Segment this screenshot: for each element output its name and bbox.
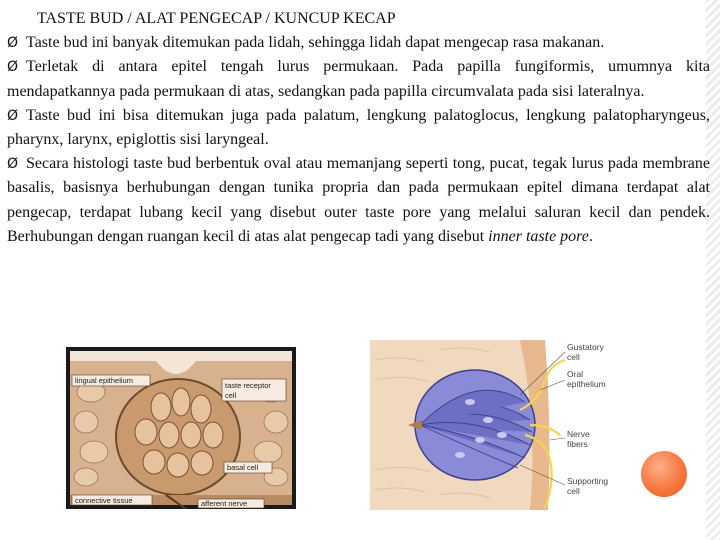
bullet-arrow-icon: Ø (7, 59, 19, 76)
label-afferent-nerve: afferent nerve (201, 499, 248, 508)
label-gustatory-cell: cell (567, 352, 580, 362)
paragraph-text: Taste bud ini banyak ditemukan pada lidah, sehingga lidah dapat mengecap rasa makanan. (26, 34, 605, 52)
label-nerve: Nerve (567, 429, 590, 439)
label-supporting-cell: cell (567, 486, 580, 496)
bullet-arrow-icon: Ø (7, 35, 19, 52)
bullet-paragraph-1 (7, 31, 710, 55)
decorative-orange-circle (641, 451, 687, 497)
bullet-paragraph-2 (7, 55, 710, 103)
label-nerve-fibers: fibers (567, 439, 588, 449)
label-basal-cell: basal cell (227, 463, 259, 472)
bullet-arrow-icon: Ø (7, 156, 19, 173)
paragraph-text: Taste bud ini bisa ditemukan juga pada palatum, lengkung palatoglocus, lengkung palatopharyngeus, pharynx, larynx, epiglottis sisi laryngeal. (7, 106, 710, 149)
paragraph-text: Secara histologi taste bud berbentuk oval atau memanjang seperti tong, pucat, tegak lurus pada membrane basalis, basisnya berhubungan dengan tunika propria dan pada permukaan epitel dimana terdapat alat pengecap, terdapat lubang kecil yang disebut outer taste pore yang melalui saluran kecil dan pendek. Berhubungan dengan ruangan kecil di atas alat pengecap tadi yang disebut (7, 155, 710, 245)
bullet-paragraph-4 (7, 152, 710, 249)
label-connective-tissue: connective tissue (75, 496, 133, 505)
label-taste-receptor-cell: cell (225, 391, 237, 400)
italic-term: inner taste pore (488, 227, 589, 245)
label-gustatory: Gustatory (567, 342, 604, 352)
label-oral: Oral (567, 369, 584, 379)
label-supporting: Supporting (567, 476, 609, 486)
bullet-arrow-icon: Ø (7, 107, 19, 124)
gustatory-cell-diagram (370, 340, 625, 510)
content-text (7, 7, 710, 249)
page-title: TASTE BUD / ALAT PENGECAP / KUNCUP KECAP (37, 10, 396, 27)
label-lingual-epithelium: lingual epithelium (75, 376, 133, 385)
paragraph-end: . (588, 227, 593, 245)
paragraph-text: Terletak di antara epitel tengah lurus permukaan. Pada papilla fungiformis, umumnya kita mendapatkannya pada permukaan di atas, sedangkan pada papilla circumvalata pada sisi lateralnya. (7, 58, 710, 100)
taste-bud-diagram (66, 347, 296, 509)
label-oral-epithelium: epithelium (567, 379, 606, 389)
bullet-paragraph-3 (7, 104, 710, 152)
label-taste-receptor: taste receptor (225, 381, 271, 390)
